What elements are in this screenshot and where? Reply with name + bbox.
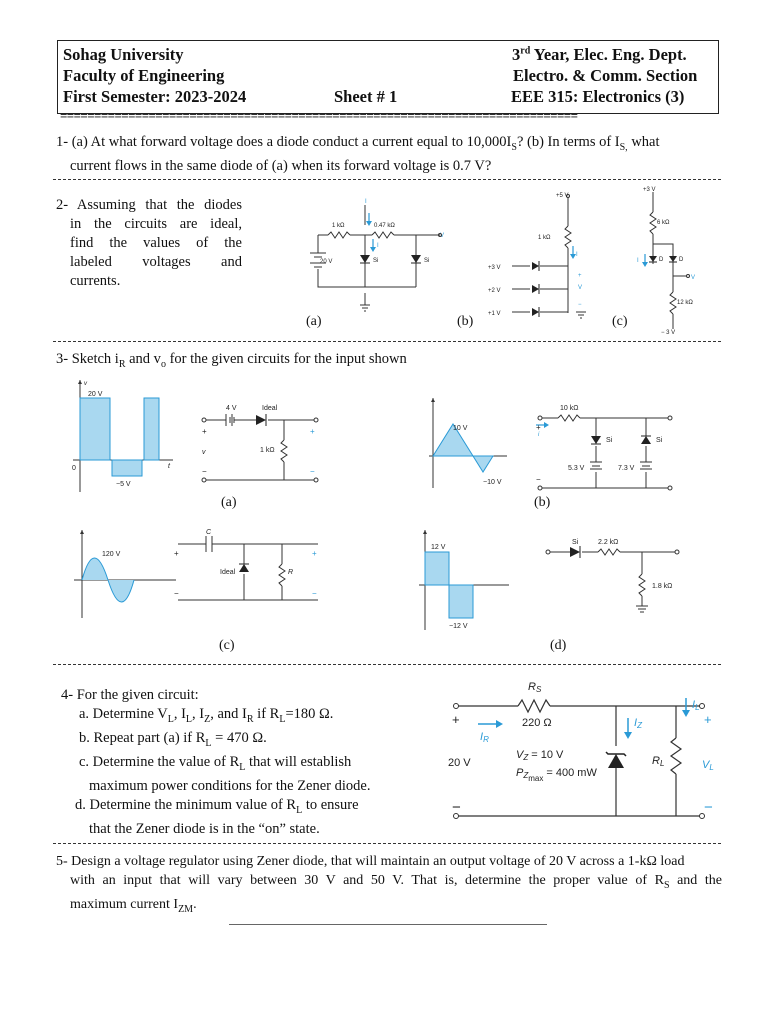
q3-label-b: (b) xyxy=(534,495,551,510)
q3c-waveform xyxy=(68,530,178,620)
q3b-waveform xyxy=(425,398,510,490)
svg-text:2.2 kΩ: 2.2 kΩ xyxy=(598,539,619,546)
svg-text:10 kΩ: 10 kΩ xyxy=(560,405,579,412)
footer-rule xyxy=(229,924,547,925)
q3d-waveform xyxy=(415,530,515,635)
q3-text: 3- Sketch $i_R$ and $v_o$ for the given circuits for the input shown xyxy=(56,351,407,370)
circuit-2b xyxy=(480,188,600,323)
circuit-2c xyxy=(625,184,700,334)
q3-label-c: (c) xyxy=(219,638,235,653)
q2-label-b: (b) xyxy=(457,314,474,329)
svg-text:−: − xyxy=(578,302,582,308)
svg-text:20 V: 20 V xyxy=(88,391,103,398)
svg-text:Si: Si xyxy=(572,539,579,546)
svg-text:V: V xyxy=(440,233,445,239)
svg-text:RL: RL xyxy=(652,755,665,768)
svg-text:−12 V: −12 V xyxy=(449,623,468,630)
svg-text:1.8 kΩ: 1.8 kΩ xyxy=(652,583,673,590)
svg-text:+: + xyxy=(202,427,207,436)
svg-text:−: − xyxy=(312,589,317,598)
svg-text:RS: RS xyxy=(528,681,542,694)
q3-label-d: (d) xyxy=(550,638,567,653)
svg-text:+3 V: +3 V xyxy=(643,187,656,193)
svg-text:+: + xyxy=(704,712,712,727)
q3b-circuit xyxy=(530,400,680,495)
svg-text:+: + xyxy=(174,549,179,558)
circuit-2a xyxy=(290,195,450,315)
faculty-name: Faculty of Engineering xyxy=(63,66,225,85)
q3d-circuit xyxy=(540,536,690,616)
divider-1 xyxy=(53,179,721,180)
svg-text:−: − xyxy=(704,799,713,816)
q4-text: 4- For the given circuit: a. Determine $V_L$, $I_L$, $I_Z$, and $I_R$ if $R_L=180$ Ω. b. Repeat part (a) if $R_L = 470$ Ω. c. Determine the value of $R_L$ that will establish maximum power conditions for the Zener diode. d. Determine the minimum value of $R_L$ to ensure that the Zener diode is in the “on” state. xyxy=(61,687,371,837)
svg-text:6 kΩ: 6 kΩ xyxy=(657,220,670,226)
svg-text:7.3 V: 7.3 V xyxy=(618,465,635,472)
svg-text:−: − xyxy=(536,475,541,484)
section-name: Electro. & Comm. Section xyxy=(513,66,698,85)
q2-label-a: (a) xyxy=(306,314,322,329)
svg-text:−5 V: −5 V xyxy=(116,481,131,488)
q3a-circuit xyxy=(198,400,323,490)
svg-text:v: v xyxy=(84,381,87,387)
svg-text:+1 V: +1 V xyxy=(488,311,501,317)
svg-text:V: V xyxy=(691,275,696,281)
svg-text:IR: IR xyxy=(480,731,489,744)
svg-text:IZ: IZ xyxy=(634,717,642,730)
q2-label-c: (c) xyxy=(612,314,628,329)
svg-text:0: 0 xyxy=(72,465,76,472)
svg-text:−10 V: −10 V xyxy=(483,479,502,486)
svg-text:i: i xyxy=(538,432,540,438)
svg-text:R: R xyxy=(288,569,294,576)
svg-text:Si: Si xyxy=(656,437,663,444)
svg-text:+: + xyxy=(310,427,315,436)
svg-text:D: D xyxy=(659,257,664,263)
svg-text:Ideal: Ideal xyxy=(220,569,236,576)
q4-circuit xyxy=(440,676,730,831)
svg-text:1 kΩ: 1 kΩ xyxy=(260,447,275,454)
svg-text:220 Ω: 220 Ω xyxy=(522,717,552,729)
svg-text:5.3 V: 5.3 V xyxy=(568,465,585,472)
svg-text:−: − xyxy=(310,467,315,476)
svg-text:120 V: 120 V xyxy=(102,551,121,558)
svg-text:+2 V: +2 V xyxy=(488,288,501,294)
svg-text:Ideal: Ideal xyxy=(262,405,278,412)
svg-text:1 kΩ: 1 kΩ xyxy=(332,223,345,229)
svg-text:20 V: 20 V xyxy=(448,757,471,769)
svg-text:− 3 V: − 3 V xyxy=(661,330,676,336)
svg-text:I: I xyxy=(377,243,379,249)
svg-text:v: v xyxy=(202,449,206,456)
q3-label-a: (a) xyxy=(221,495,237,510)
svg-text:I: I xyxy=(365,199,367,205)
svg-text:V: V xyxy=(578,285,583,291)
svg-text:12 V: 12 V xyxy=(431,544,446,551)
svg-text:−: − xyxy=(174,589,179,598)
svg-text:1 kΩ: 1 kΩ xyxy=(538,235,551,241)
q2-text: 2- Assuming that the diodes in the circuits are ideal, find the values of the labeled voltages and currents. xyxy=(56,197,242,289)
svg-text:Si: Si xyxy=(373,258,379,264)
svg-text:−: − xyxy=(452,799,461,816)
q1-text: 1- (a) At what forward voltage does a diode conduct a current equal to $10,000I_S$? (b) In terms of $I_{S,}$ what current flows in the same diode of (a) when its forward voltage is 0.7 V? xyxy=(56,134,660,174)
svg-text:10 V: 10 V xyxy=(453,425,468,432)
course-code: EEE 315: Electronics (3) xyxy=(511,87,685,106)
svg-text:Si: Si xyxy=(424,258,430,264)
svg-text:20 V: 20 V xyxy=(320,259,333,265)
q5-text: 5- Design a voltage regulator using Zener diode, that will maintain an output voltage of 20 V across a 1-kΩ load with an input that will vary between 30 V and 50 V. That is, determine the proper value of $R_S$ and the maximum current $I_{ZM}$. xyxy=(56,854,722,915)
svg-text:−: − xyxy=(202,467,207,476)
university-name: Sohag University xyxy=(63,45,184,64)
svg-text:+: + xyxy=(312,549,317,558)
q3a-waveform xyxy=(68,380,178,495)
svg-text:I: I xyxy=(637,258,639,264)
semester-label: First Semester: 2023-2024 xyxy=(63,87,247,106)
svg-text:+5 V: +5 V xyxy=(556,193,569,199)
q3c-circuit xyxy=(168,530,328,610)
svg-text:+3 V: +3 V xyxy=(488,265,501,271)
svg-text:Si: Si xyxy=(606,437,613,444)
header-separator: ============================================================================ xyxy=(60,108,578,123)
svg-text:I: I xyxy=(576,252,578,258)
svg-text:12 kΩ: 12 kΩ xyxy=(677,300,693,306)
divider-4 xyxy=(53,843,721,844)
svg-text:VL: VL xyxy=(702,759,714,772)
svg-text:VZ = 10 V: VZ = 10 V xyxy=(516,749,564,762)
svg-text:PZmax = 400 mW: $PZ_{max} = 400$ mW xyxy=(516,767,597,783)
svg-text:IL: IL xyxy=(692,699,700,712)
header-box xyxy=(57,40,719,114)
divider-3 xyxy=(53,664,721,665)
svg-text:+: + xyxy=(452,712,460,727)
svg-text:t: t xyxy=(168,463,170,470)
svg-text:0.47 kΩ: 0.47 kΩ xyxy=(374,223,395,229)
sheet-number: Sheet # 1 xyxy=(334,87,398,106)
svg-text:4 V: 4 V xyxy=(226,405,237,412)
year-dept: 3rd Year, Elec. Eng. Dept. xyxy=(512,45,687,64)
svg-text:C: C xyxy=(206,529,212,536)
svg-text:D: D xyxy=(679,257,684,263)
divider-2 xyxy=(53,341,721,342)
svg-text:+: + xyxy=(536,423,541,432)
svg-text:+: + xyxy=(578,273,582,279)
